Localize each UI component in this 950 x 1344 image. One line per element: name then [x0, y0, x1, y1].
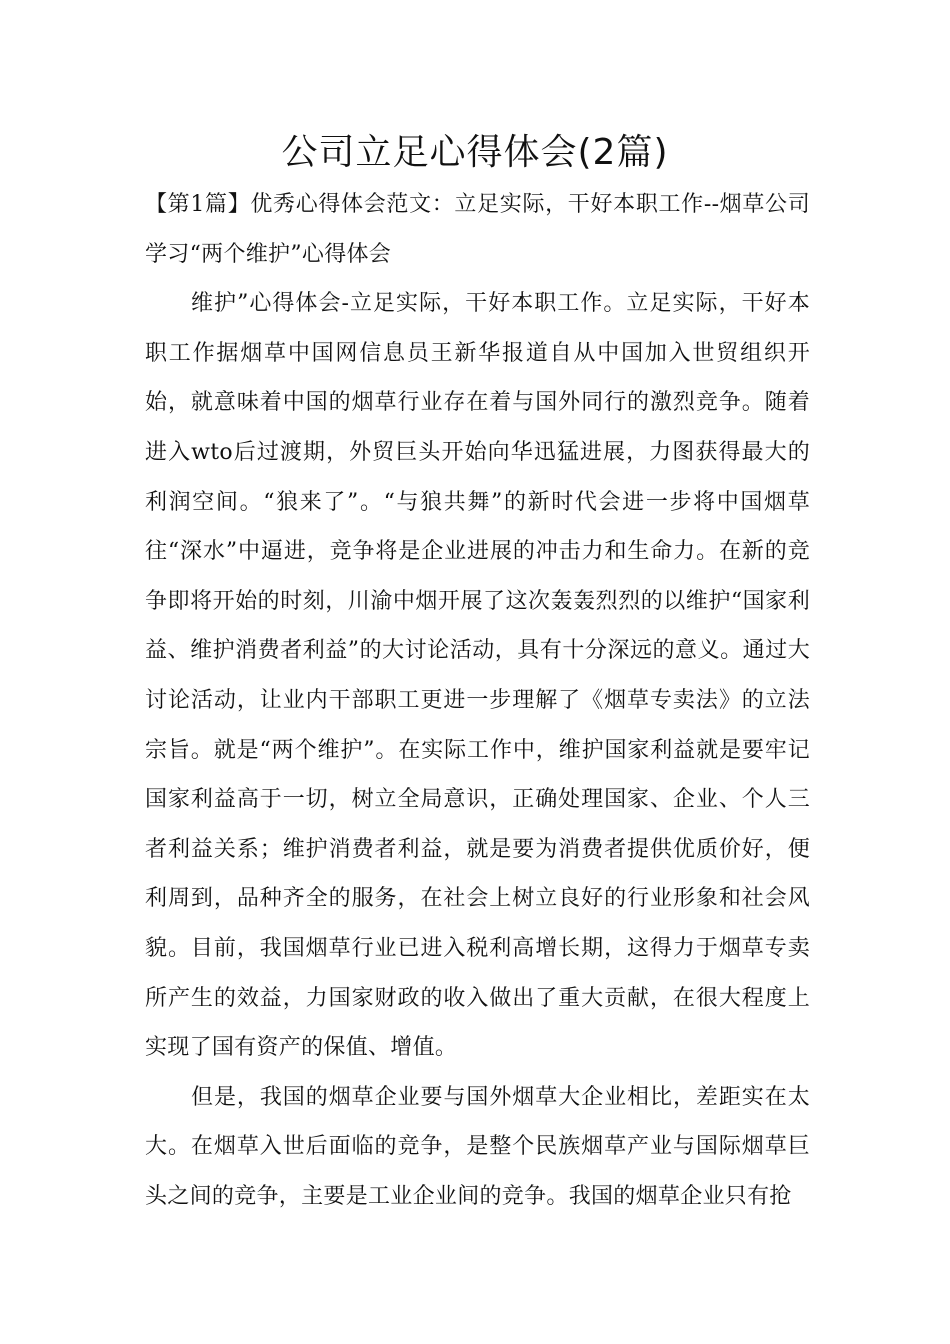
body-paragraph: 但是，我国的烟草企业要与国外烟草大企业相比，差距实在太大。在烟草入世后面临的竞争，是整个民族烟草产业与国际烟草巨头之间的竞争，主要是工业企业间的竞争。我国的烟草企业只有抢	[145, 1084, 810, 1209]
section-heading: 【第1篇】优秀心得体会范文：立足实际，干好本职工作--烟草公司学习“两个维护”心得体会	[145, 192, 810, 267]
document-title: 公司立足心得体会(2篇)	[281, 132, 669, 173]
document-body	[145, 180, 810, 1221]
body-paragraph: 维护”心得体会-立足实际，干好本职工作。立足实际，干好本职工作据烟草中国网信息员王新华报道自从中国加入世贸组织开始，就意味着中国的烟草行业存在着与国外同行的激烈竞争。随着进入wto后过渡期，外贸巨头开始向华迅猛进展，力图获得最大的利润空间。“狼来了”。“与狼共舞”的新时代会进一步将中国烟草往“深水”中逼进，竞争将是企业进展的冲击力和生命力。在新的竞争即将开始的时刻，川渝中烟开展了这次轰轰烈烈的以维护“国家利益、维护消费者利益”的大讨论活动，具有十分深远的意义。通过大讨论活动，让业内干部职工更进一步理解了《烟草专卖法》的立法宗旨。就是“两个维护”。在实际工作中，维护国家利益就是要牢记国家利益高于一切，树立全局意识，正确处理国家、企业、个人三者利益关系；维护消费者利益，就是要为消费者提供优质价好，便利周到，品种齐全的服务，在社会上树立良好的行业形象和社会风貌。目前，我国烟草行业已进入税利高增长期，这得力于烟草专卖所产生的效益，力国家财政的收入做出了重大贡献，在很大程度上实现了国有资产的保值、增值。	[145, 291, 810, 1061]
